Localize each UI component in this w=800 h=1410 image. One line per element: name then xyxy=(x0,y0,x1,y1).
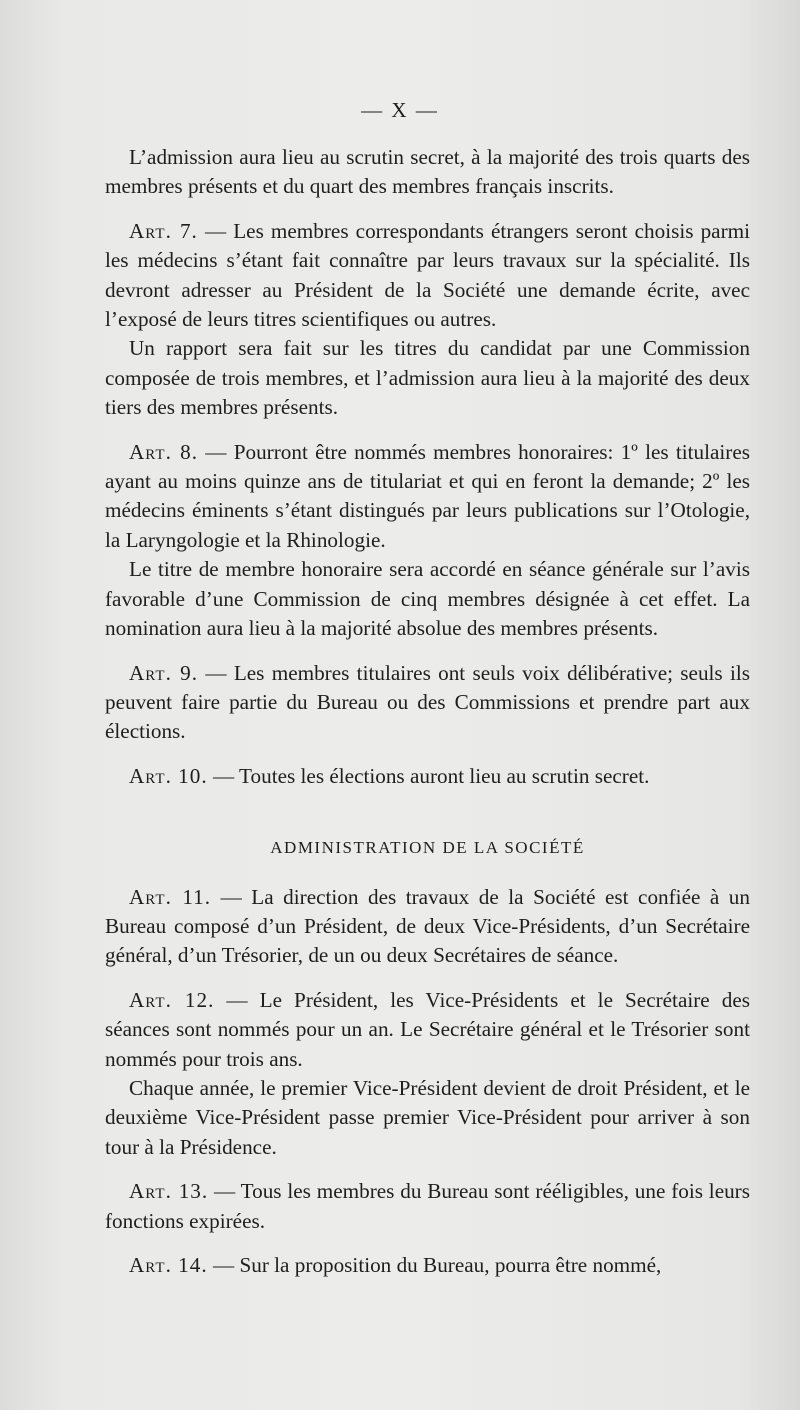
page-number: — X — xyxy=(361,98,439,122)
body-text xyxy=(105,143,750,1280)
article-7 xyxy=(105,217,750,335)
article-12-text: — Le Président, les Vice-Présidents et le Secrétaire des séances sont nommés pour un an. Le Secrétaire général et le Trésorier sont nommés pour trois ans. xyxy=(105,987,750,1071)
article-11 xyxy=(105,883,750,971)
article-13-text: — Tous les membres du Bureau sont rééligibles, une fois leurs fonctions expirées. xyxy=(105,1179,750,1233)
article-9-label: Art. 9. xyxy=(129,660,199,685)
article-8-text: — Pourront être nommés membres honoraires: 1º les titulaires ayant au moins quinze ans de titulariat et qui en feront la demande; 2º les médecins éminents s’étant distingués par leurs publications sur l’Otologie, la Laryngologie et la Rhinologie. xyxy=(105,439,750,552)
article-11-text: — La direction des travaux de la Société est confiée à un Bureau composé d’un Président, de deux Vice-Présidents, d’un Secrétaire général, d’un Trésorier, de un ou deux Secrétaires de séance. xyxy=(105,884,750,968)
article-10 xyxy=(105,762,750,791)
article-12-continuation: Chaque année, le premier Vice-Président devient de droit Président, et le deuxième Vice-Président passe premier Vice-Président pour arriver à son tour à la Présidence. xyxy=(105,1075,750,1159)
article-14 xyxy=(105,1251,750,1280)
section-heading: ADMINISTRATION DE LA SOCIÉTÉ xyxy=(270,838,585,858)
article-8 xyxy=(105,438,750,556)
article-9-text: — Les membres titulaires ont seuls voix délibérative; seuls ils peuvent faire partie du Bureau ou des Commissions et prendre part aux élections. xyxy=(105,660,750,744)
paragraph-intro: L’admission aura lieu au scrutin secret, à la majorité des trois quarts des membres présents et du quart des membres français inscrits. xyxy=(105,145,750,199)
article-9 xyxy=(105,659,750,747)
article-7-label: Art. 7. xyxy=(129,218,198,243)
article-12-label: Art. 12. xyxy=(129,987,215,1012)
article-11-label: Art. 11. xyxy=(129,884,212,909)
article-14-label: Art. 14. xyxy=(129,1253,208,1277)
article-7-text: — Les membres correspondants étrangers seront choisis parmi les médecins s’étant fait connaître par leurs travaux sur la spécialité. Ils devront adresser au Président de la Société une demande écrite, avec l’exposé de leurs titres scientifiques ou autres. xyxy=(105,218,750,332)
article-8-continuation: Le titre de membre honoraire sera accordé en séance générale sur l’avis favorable d’une Commission de cinq membres désignée à cet effet. La nomination aura lieu à la majorité absolue des membres présents. xyxy=(105,557,750,641)
article-12 xyxy=(105,986,750,1074)
article-7-continuation: Un rapport sera fait sur les titres du candidat par une Commission composée de trois membres, et l’admission aura lieu à la majorité des deux tiers des membres présents. xyxy=(105,336,750,420)
article-14-text: — Sur la proposition du Bureau, pourra être nommé, xyxy=(207,1253,662,1277)
article-13 xyxy=(105,1177,750,1236)
article-10-label: Art. 10. xyxy=(129,763,208,788)
article-8-label: Art. 8. xyxy=(129,439,199,464)
article-10-text: — Toutes les élections auront lieu au scrutin secret. xyxy=(207,763,650,788)
article-13-label: Art. 13. xyxy=(129,1179,209,1204)
